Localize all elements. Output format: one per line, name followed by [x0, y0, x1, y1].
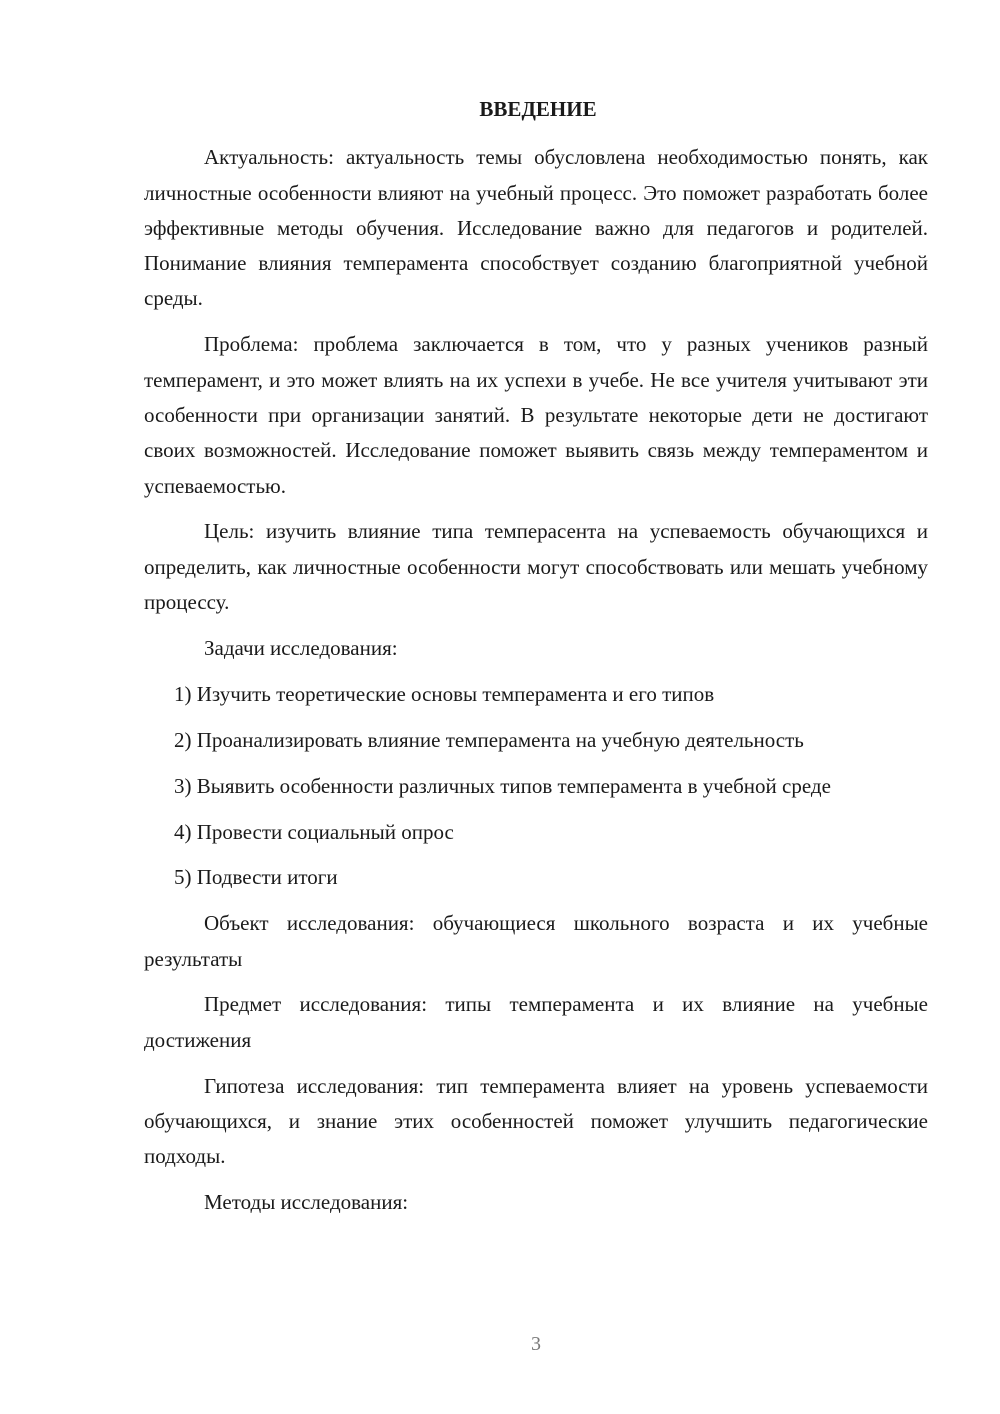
task-item: 1) Изучить теоретические основы темперамента и его типов [174, 681, 715, 706]
task-item: 3) Выявить особенности различных типов темперамента в учебной среде [174, 773, 831, 798]
page-body [144, 92, 928, 1231]
paragraph-relevance: Актуальность: актуальность темы обусловлена необходимостью понять, как личностные особенности влияют на учебный процесс. Это поможет разработать более эффективные методы обучения. Исследование важно для педагогов и родителей. Понимание влияния темперамента способствует созданию благоприятной учебной среды. [144, 145, 928, 311]
task-item: 5) Подвести итоги [174, 865, 338, 890]
paragraph-tasks-heading: Задачи исследования: [204, 635, 398, 660]
task-item: 4) Провести социальный опрос [174, 819, 454, 844]
paragraph-problem: Проблема: проблема заключается в том, что у разных учеников разный темперамент, и это может влиять на их успехи в учебе. Не все учителя учитывают эти особенности при организации занятий. В результате некоторые дети не достигают своих возможностей. Исследование поможет выявить связь между темпераментом и успеваемостью. [144, 332, 928, 498]
paragraph-methods-heading: Методы исследования: [204, 1190, 409, 1215]
section-title: ВВЕДЕНИЕ [479, 97, 597, 121]
paragraph-subject: Предмет исследования: типы темперамента и их влияние на учебные достижения [144, 992, 928, 1052]
paragraph-object: Объект исследования: обучающиеся школьного возраста и их учебные результаты [144, 911, 928, 971]
paragraph-goal: Цель: изучить влияние типа темперасента на успеваемость обучающихся и определить, как личностные особенности могут способствовать или мешать учебному процессу. [144, 519, 928, 615]
page-number: 3 [531, 1333, 541, 1355]
task-item: 2) Проанализировать влияние темперамента на учебную деятельность [174, 727, 804, 752]
paragraph-hypothesis: Гипотеза исследования: тип темперамента влияет на уровень успеваемости обучающихся, и знание этих особенностей поможет улучшить педагогические подходы. [144, 1073, 928, 1169]
